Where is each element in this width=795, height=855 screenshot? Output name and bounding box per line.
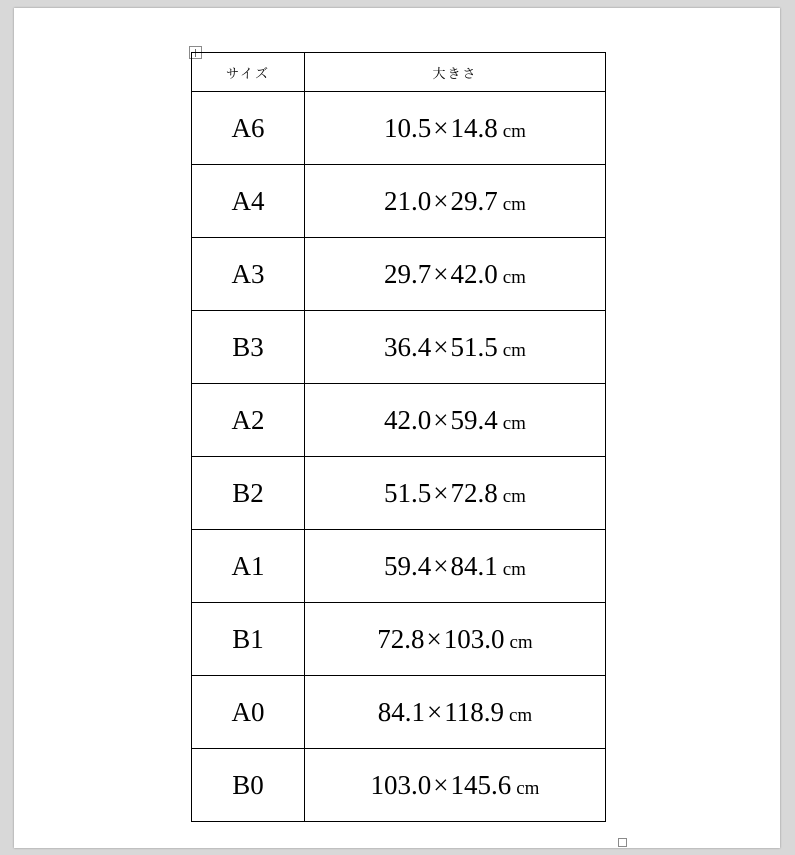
cell-dimensions	[305, 238, 606, 311]
cell-size: A3	[192, 238, 305, 311]
table-row[interactable]	[192, 165, 606, 238]
table-header-row	[192, 53, 606, 92]
times-symbol: ×	[433, 331, 449, 362]
unit-label: cm	[502, 485, 526, 507]
dim-width: 21.0	[384, 185, 432, 216]
dim-height: 42.0	[450, 258, 498, 289]
dim-height: 72.8	[450, 477, 498, 508]
cell-dimensions	[305, 92, 606, 165]
unit-label: cm	[516, 777, 540, 799]
cell-size: B3	[192, 311, 305, 384]
table-row[interactable]	[192, 530, 606, 603]
document-page	[14, 8, 780, 848]
times-symbol: ×	[433, 258, 449, 289]
unit-label: cm	[502, 558, 526, 580]
table-resize-handle[interactable]	[618, 838, 627, 847]
cell-size: A4	[192, 165, 305, 238]
times-symbol: ×	[427, 696, 443, 727]
dim-width: 51.5	[384, 477, 432, 508]
table-container	[191, 52, 603, 822]
table-row[interactable]	[192, 238, 606, 311]
dim-height: 84.1	[450, 550, 498, 581]
table-row[interactable]	[192, 384, 606, 457]
times-symbol: ×	[433, 404, 449, 435]
cell-dimensions	[305, 311, 606, 384]
paper-size-table	[191, 52, 606, 822]
cell-size: A0	[192, 676, 305, 749]
unit-label: cm	[502, 412, 526, 434]
table-row[interactable]	[192, 749, 606, 822]
unit-label: cm	[502, 193, 526, 215]
column-header-dimensions: 大きさ	[305, 53, 606, 92]
cell-size: A2	[192, 384, 305, 457]
times-symbol: ×	[426, 623, 442, 654]
cell-size: B1	[192, 603, 305, 676]
unit-label: cm	[502, 339, 526, 361]
cell-size: A1	[192, 530, 305, 603]
cell-size: B0	[192, 749, 305, 822]
cell-dimensions	[305, 603, 606, 676]
unit-label: cm	[502, 266, 526, 288]
cell-dimensions	[305, 457, 606, 530]
unit-label: cm	[509, 704, 533, 726]
dim-height: 145.6	[450, 769, 512, 800]
times-symbol: ×	[433, 769, 449, 800]
times-symbol: ×	[433, 477, 449, 508]
cell-dimensions	[305, 165, 606, 238]
cell-size: B2	[192, 457, 305, 530]
dim-width: 103.0	[370, 769, 432, 800]
table-row[interactable]	[192, 603, 606, 676]
dim-height: 29.7	[450, 185, 498, 216]
times-symbol: ×	[433, 185, 449, 216]
table-row[interactable]	[192, 676, 606, 749]
dim-width: 29.7	[384, 258, 432, 289]
dim-height: 118.9	[444, 696, 504, 727]
column-header-size: サイズ	[192, 53, 305, 92]
dim-height: 14.8	[450, 112, 498, 143]
dim-width: 84.1	[377, 696, 426, 727]
unit-label: cm	[502, 120, 526, 142]
table-row[interactable]	[192, 92, 606, 165]
cell-size: A6	[192, 92, 305, 165]
cell-dimensions	[305, 530, 606, 603]
dim-width: 72.8	[377, 623, 425, 654]
dim-height: 51.5	[450, 331, 498, 362]
table-body	[192, 53, 606, 822]
cell-dimensions	[305, 749, 606, 822]
dim-width: 10.5	[384, 112, 432, 143]
cell-dimensions	[305, 384, 606, 457]
times-symbol: ×	[433, 550, 449, 581]
cell-dimensions	[305, 676, 606, 749]
times-symbol: ×	[433, 112, 449, 143]
dim-width: 42.0	[384, 404, 432, 435]
unit-label: cm	[509, 631, 533, 653]
dim-height: 103.0	[443, 623, 505, 654]
dim-height: 59.4	[450, 404, 498, 435]
dim-width: 59.4	[384, 550, 432, 581]
table-row[interactable]	[192, 311, 606, 384]
dim-width: 36.4	[384, 331, 432, 362]
table-row[interactable]	[192, 457, 606, 530]
